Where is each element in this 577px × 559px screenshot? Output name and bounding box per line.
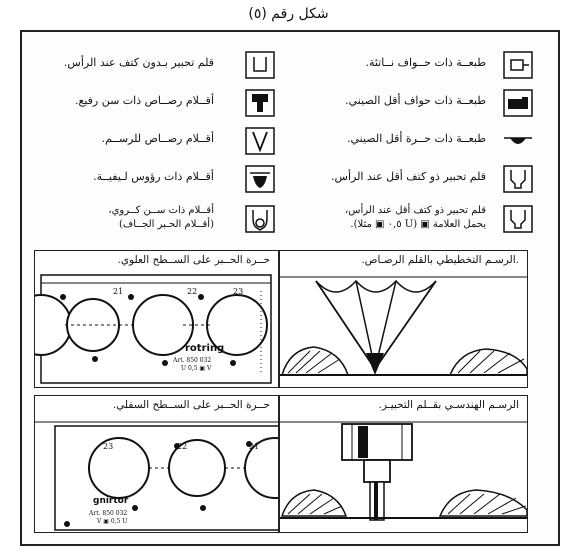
fine-lead-pencil-icon: [244, 88, 276, 118]
panel-pencil-sketch: [279, 250, 528, 388]
panel-ink-pen-drawing: [279, 395, 528, 533]
legend: [28, 40, 554, 245]
ink-edge-template-icon: [502, 88, 534, 118]
legend-label-ballpoint-note: (أقــلام الحـبر الجــاف): [118, 219, 214, 230]
legend-row-4: [28, 162, 554, 198]
brand-logo-top: rotring: [185, 343, 225, 354]
ruler-number: 23: [233, 287, 244, 296]
legend-row-2: [28, 86, 554, 122]
legend-label-fine-pencil: أقــلام رصــاص ذات سن رفيع.: [74, 94, 214, 107]
ballpoint-pen-icon: [244, 204, 276, 234]
stencil-bottom-drawing: [35, 412, 279, 533]
drawing-pencil-icon: [244, 126, 276, 156]
ink-recess-template-icon: [502, 126, 534, 156]
panel-ink-top-surface-caption: حــرة الحــبر على الســطح العلوي.: [117, 254, 270, 266]
article-number-bottom: Art. 850 032: [89, 510, 128, 517]
legend-row-1: [28, 48, 554, 84]
legend-label-pen-shoulder: قلم تحبير ذو كتف أقل عند الرأس.: [331, 170, 486, 183]
brand-logo-mirrored: gnirtor: [93, 496, 129, 506]
legend-label-pen-no-shoulder: قلم تحبير بـدون كتف عند الرأس.: [63, 56, 214, 69]
raised-edge-template-icon: [502, 50, 534, 80]
size-marking-top: U 0,5 ▣ V: [181, 365, 212, 372]
panel-pencil-sketch-caption: .الرسـم التخطيطي بالقلم الرصـاص.: [361, 254, 519, 266]
fiber-tip-pen-icon: [244, 164, 276, 194]
legend-label-raised-edge: طبعــة ذات حــواف نــاتئة.: [365, 56, 486, 69]
ruler-number: 21: [249, 442, 260, 451]
article-number-top: Art. 850 032: [173, 357, 212, 364]
ruler-number: 22: [187, 287, 198, 296]
legend-row-3: [28, 124, 554, 160]
ruler-number: 21: [113, 287, 124, 296]
legend-label-drawing-pencil: أقــلام رصــاص للرســم.: [101, 132, 214, 145]
legend-row-5: [28, 200, 554, 244]
legend-label-ink-recess: طبعــة ذات حــرة أقل الصيني.: [347, 132, 486, 145]
stencil-top-drawing: [35, 267, 279, 388]
panel-ink-bottom-surface-caption: حــرة الحــبر على الســطح السفلي.: [112, 399, 270, 411]
pencil-on-template-drawing: [280, 267, 528, 388]
panel-ink-pen-drawing-caption: الرسـم الهندسـي بقــلم التحبيـر.: [378, 399, 519, 411]
legend-label-pen-shoulder-marked: قلم تحبير ذو كتف أقل عند الرأس،: [345, 205, 486, 216]
pen-no-shoulder-icon: [244, 50, 276, 80]
panel-ink-bottom-surface: [34, 395, 279, 533]
panel-ink-top-surface: [34, 250, 279, 388]
legend-label-fiber-tip: أقــلام ذات رؤوس لـيفيــة.: [93, 170, 214, 183]
figure-title: شكل رقم (٥): [248, 6, 329, 22]
size-marking-bottom: V ▣ 0,5 U: [97, 518, 128, 525]
pen-with-shoulder-icon: [502, 164, 534, 194]
marked-pen-icon: [502, 204, 534, 234]
ink-pen-on-template-drawing: [280, 412, 528, 533]
legend-label-ink-edge: طبعــة ذات حواف أقل الصيني.: [345, 94, 486, 107]
legend-label-marking-note: يحمل العلامة ▣ (U ٠,٥ ▣ مثلا).: [350, 219, 486, 230]
ruler-number: 23: [103, 442, 114, 451]
ruler-number: 22: [177, 442, 188, 451]
legend-label-ballpoint: أقــلام ذات ســن كــروي،: [108, 205, 214, 216]
